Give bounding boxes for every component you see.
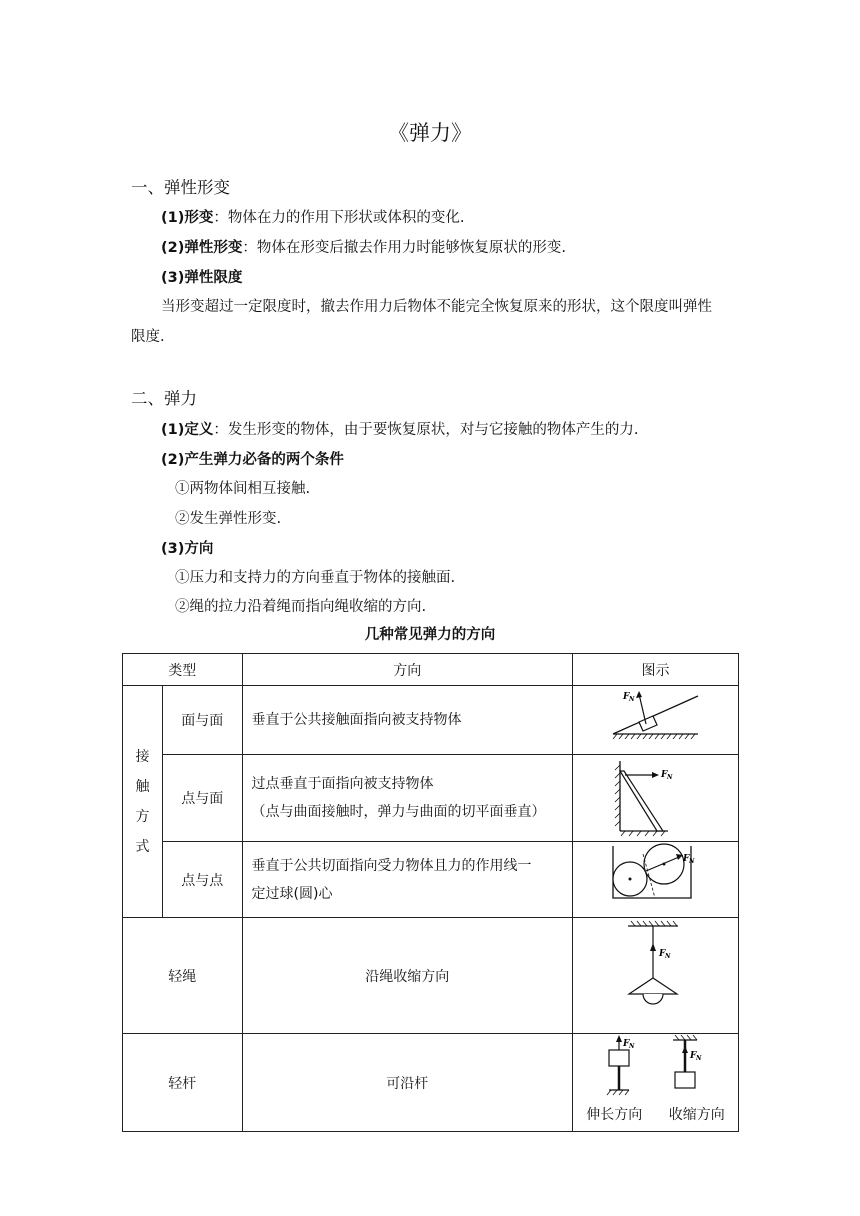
direction-1: ①压力和支持力的方向垂直于物体的接触面. bbox=[175, 570, 456, 586]
incline-figure bbox=[573, 686, 738, 750]
force-subscript: N bbox=[666, 774, 673, 781]
type-cell: 面与面 bbox=[162, 686, 242, 755]
force-subscript: N bbox=[695, 1055, 702, 1062]
figure-cell bbox=[572, 918, 738, 1034]
force-label: F bbox=[622, 692, 630, 702]
rod-captions bbox=[573, 1104, 738, 1124]
header-figure: 图示 bbox=[572, 654, 738, 686]
type-cell: 点与点 bbox=[162, 842, 242, 918]
table-row bbox=[123, 1034, 739, 1132]
table-row bbox=[123, 686, 739, 755]
direction-2: ②绳的拉力沿着绳而指向绳收缩的方向. bbox=[175, 599, 427, 615]
two-balls-figure bbox=[573, 842, 738, 913]
definition-item: (1)定义：发生形变的物体，由于要恢复原状，对与它接触的物体产生的力. bbox=[161, 422, 639, 438]
table-caption: 几种常见弹力的方向 bbox=[364, 627, 496, 643]
figure-cell bbox=[572, 1034, 738, 1132]
elastic-limit-paragraph-line2: 限度. bbox=[131, 329, 165, 345]
force-subscript: N bbox=[628, 696, 635, 703]
rod-on-wall-figure bbox=[573, 755, 738, 837]
direction-cell: 可沿杆 bbox=[242, 1034, 572, 1132]
section2-heading: 二、弹力 bbox=[131, 389, 197, 408]
force-subscript: N bbox=[688, 858, 695, 865]
page-title: 《弹力》 bbox=[388, 121, 472, 145]
extension-caption: 伸长方向 bbox=[586, 1107, 643, 1123]
direction-cell: 过点垂直于面指向被支持物体 （点与曲面接触时，弹力与曲面的切平面垂直） bbox=[242, 755, 572, 842]
type-cell: 轻绳 bbox=[123, 918, 243, 1034]
force-label: F bbox=[682, 854, 690, 864]
contact-group-label: 接触方式 bbox=[123, 686, 163, 918]
elastic-force-table bbox=[122, 653, 739, 1132]
condition-2: ②发生弹性形变. bbox=[175, 511, 282, 527]
table-row bbox=[123, 755, 739, 842]
elastic-deformation-item: (2)弹性形变：物体在形变后撤去作用力时能够恢复原状的形变. bbox=[161, 240, 566, 256]
direction-cell: 垂直于公共接触面指向被支持物体 bbox=[242, 686, 572, 755]
force-label: F bbox=[689, 1051, 697, 1061]
figure-cell bbox=[572, 755, 738, 842]
force-label: F bbox=[622, 1039, 630, 1049]
force-subscript: N bbox=[628, 1043, 635, 1050]
direction-label: (3)方向 bbox=[161, 541, 214, 557]
elastic-limit-item: (3)弹性限度 bbox=[161, 270, 243, 286]
section1-heading: 一、弹性形变 bbox=[131, 178, 230, 197]
header-type: 类型 bbox=[123, 654, 243, 686]
hanging-lamp-figure bbox=[573, 918, 738, 1029]
force-label: F bbox=[658, 949, 666, 959]
type-cell: 轻杆 bbox=[123, 1034, 243, 1132]
figure-cell bbox=[572, 686, 738, 755]
conditions-label: (2)产生弹力必备的两个条件 bbox=[161, 452, 344, 468]
direction-cell: 沿绳收缩方向 bbox=[242, 918, 572, 1034]
force-label: F bbox=[660, 770, 668, 780]
force-subscript: N bbox=[664, 953, 671, 960]
type-cell: 点与面 bbox=[162, 755, 242, 842]
header-direction: 方向 bbox=[242, 654, 572, 686]
compression-caption: 收缩方向 bbox=[668, 1107, 725, 1123]
table-row bbox=[123, 918, 739, 1034]
condition-1: ①两物体间相互接触. bbox=[175, 481, 311, 497]
elastic-limit-paragraph-line1: 当形变超过一定限度时，撤去作用力后物体不能完全恢复原来的形状，这个限度叫弹性 bbox=[161, 299, 712, 315]
deformation-item: (1)形变：物体在力的作用下形状或体积的变化. bbox=[161, 210, 465, 226]
table-row bbox=[123, 842, 739, 918]
figure-cell bbox=[572, 842, 738, 918]
table-header-row bbox=[123, 654, 739, 686]
direction-cell: 垂直于公共切面指向受力物体且力的作用线一 定过球(圆)心 bbox=[242, 842, 572, 918]
